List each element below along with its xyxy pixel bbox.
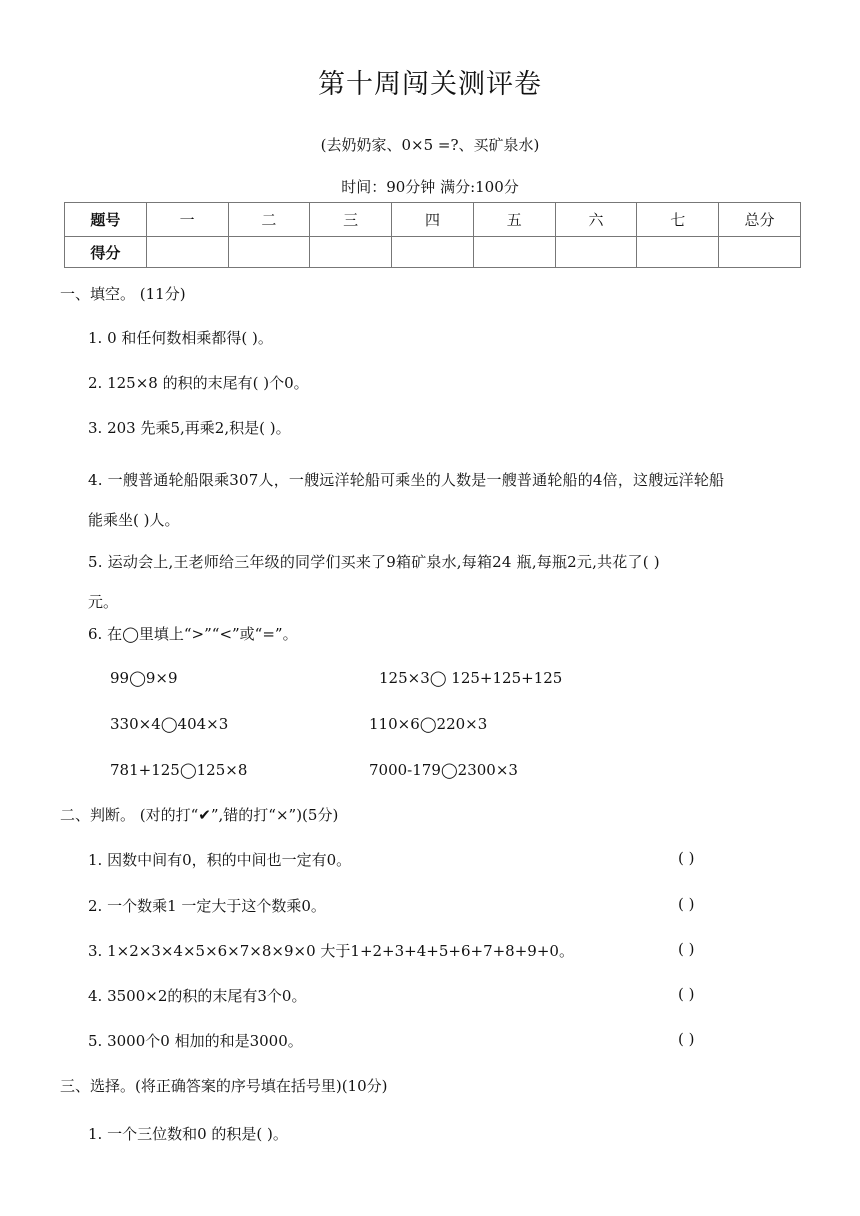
score-table-header-cell: 二 bbox=[228, 203, 310, 237]
judge-item-3: 3. 1×2×3×4×5×6×7×8×9×0 大于1+2+3+4+5+6+7+8+9+0。 bbox=[88, 942, 574, 960]
fill-question-6: 6. 在◯里填上“>”“<”或“=”。 bbox=[88, 625, 298, 643]
score-table-row-label: 得分 bbox=[65, 237, 147, 268]
fill-question-5-line2: 元。 bbox=[88, 593, 119, 611]
judge-answer-paren-3[interactable]: ( ) bbox=[678, 940, 695, 958]
section3-heading: 三、选择。(将正确答案的序号填在括号里)(10分) bbox=[60, 1077, 388, 1095]
judge-item-1: 1. 因数中间有0，积的中间也一定有0。 bbox=[88, 851, 352, 869]
fill-question-1: 1. 0 和任何数相乘都得( )。 bbox=[88, 329, 273, 347]
score-cell[interactable] bbox=[473, 237, 555, 268]
section2-heading: 二、判断。 (对的打“✔”,错的打“×”)(5分) bbox=[60, 806, 339, 824]
judge-answer-paren-2[interactable]: ( ) bbox=[678, 895, 695, 913]
fill-question-2: 2. 125×8 的积的末尾有( )个0。 bbox=[88, 374, 309, 392]
fill-question-4-line2: 能乘坐( )人。 bbox=[88, 511, 180, 529]
score-table-header-cell: 题号 bbox=[65, 203, 147, 237]
time-and-score-info: 时间：90分钟 满分:100分 bbox=[341, 178, 519, 196]
page-subtitle: (去奶奶家、0×5 =?、买矿泉水) bbox=[320, 136, 540, 154]
score-cell[interactable] bbox=[719, 237, 801, 268]
score-table-header-cell: 三 bbox=[310, 203, 392, 237]
comparison-item: 110×6◯220×3 bbox=[369, 715, 488, 733]
comparison-item: 99◯9×9 bbox=[110, 669, 178, 687]
score-table-header-cell: 一 bbox=[146, 203, 228, 237]
score-cell[interactable] bbox=[555, 237, 637, 268]
fill-question-4-line1: 4. 一艘普通轮船限乘307人，一艘远洋轮船可乘坐的人数是一艘普通轮船的4倍，这艘远洋轮船 bbox=[88, 471, 725, 489]
score-table-header-cell: 五 bbox=[473, 203, 555, 237]
comparison-item: 125×3◯ 125+125+125 bbox=[379, 669, 563, 687]
judge-item-4: 4. 3500×2的积的末尾有3个0。 bbox=[88, 987, 307, 1005]
score-table-header-row bbox=[65, 203, 801, 237]
comparison-item: 330×4◯404×3 bbox=[110, 715, 229, 733]
score-table-header-cell: 六 bbox=[555, 203, 637, 237]
score-table-header-cell: 总分 bbox=[719, 203, 801, 237]
judge-item-2: 2. 一个数乘1 一定大于这个数乘0。 bbox=[88, 897, 326, 915]
score-table bbox=[64, 202, 801, 268]
fill-question-5-line1: 5. 运动会上,王老师给三年级的同学们买来了9箱矿泉水,每箱24 瓶,每瓶2元,共花了( ) bbox=[88, 553, 660, 571]
comparison-item: 7000-179◯2300×3 bbox=[369, 761, 518, 779]
comparison-item: 781+125◯125×8 bbox=[110, 761, 248, 779]
section1-heading: 一、填空。 (11分) bbox=[60, 285, 186, 303]
judge-item-5: 5. 3000个0 相加的和是3000。 bbox=[88, 1032, 303, 1050]
judge-answer-paren-4[interactable]: ( ) bbox=[678, 985, 695, 1003]
judge-answer-paren-1[interactable]: ( ) bbox=[678, 849, 695, 867]
score-cell[interactable] bbox=[392, 237, 474, 268]
score-table-header-cell: 四 bbox=[392, 203, 474, 237]
choice-question-1: 1. 一个三位数和0 的积是( )。 bbox=[88, 1125, 288, 1143]
score-table-score-row bbox=[65, 237, 801, 268]
score-cell[interactable] bbox=[310, 237, 392, 268]
score-cell[interactable] bbox=[228, 237, 310, 268]
page-title: 第十周闯关测评卷 bbox=[318, 69, 542, 100]
score-cell[interactable] bbox=[146, 237, 228, 268]
fill-question-3: 3. 203 先乘5,再乘2,积是( )。 bbox=[88, 419, 291, 437]
judge-answer-paren-5[interactable]: ( ) bbox=[678, 1030, 695, 1048]
score-table-header-cell: 七 bbox=[637, 203, 719, 237]
score-cell[interactable] bbox=[637, 237, 719, 268]
